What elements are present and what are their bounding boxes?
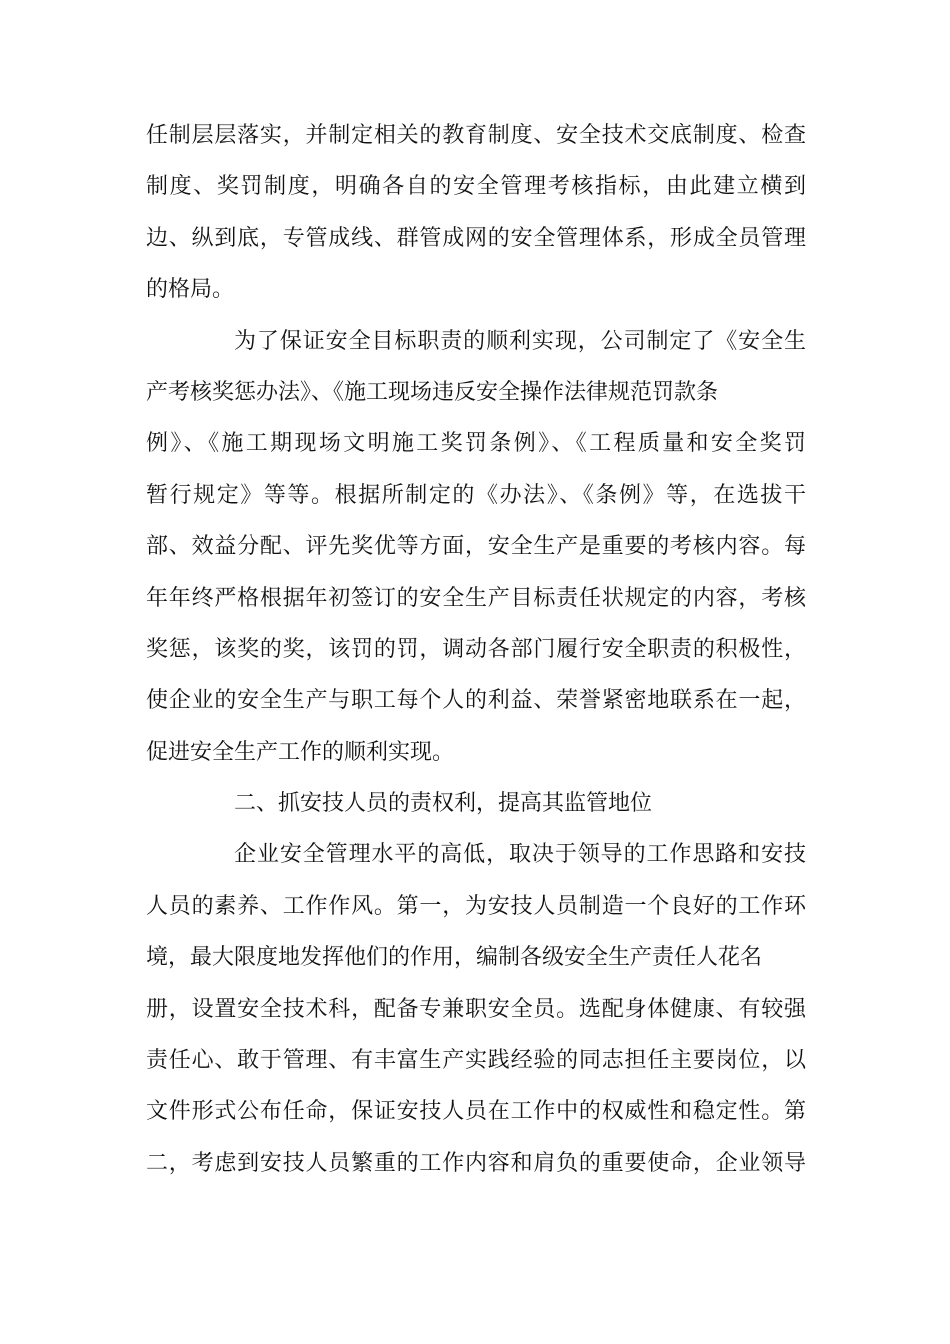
text-line: 部、效益分配、评先奖优等方面，安全生产是重要的考核内容。每 xyxy=(146,534,806,560)
text-line: 文件形式公布任命，保证安技人员在工作中的权威性和稳定性。第 xyxy=(146,1099,806,1125)
text-line: 责任心、敢于管理、有丰富生产实践经验的同志担任主要岗位，以 xyxy=(146,1048,806,1074)
body-text xyxy=(146,110,806,1189)
section-heading: 二、抓安技人员的责权利，提高其监管地位 xyxy=(234,791,653,817)
paragraph-first-line: 企业安全管理水平的高低，取决于领导的工作思路和安技 xyxy=(234,842,806,868)
text-line: 例》、《施工期现场文明施工奖罚条例》、《工程质量和安全奖罚 xyxy=(146,431,806,457)
text-line: 境，最大限度地发挥他们的作用，编制各级安全生产责任人花名 xyxy=(146,945,763,971)
text-line: 暂行规定》等等。根据所制定的《办法》、《条例》等，在选拔干 xyxy=(146,482,806,508)
text-line: 奖惩，该奖的奖，该罚的罚，调动各部门履行安全职责的积极性， xyxy=(146,636,806,662)
text-line: 人员的素养、工作作风。第一，为安技人员制造一个良好的工作环 xyxy=(146,893,806,919)
text-line: 使企业的安全生产与职工每个人的利益、荣誉紧密地联系在一起， xyxy=(146,688,806,714)
text-line: 促进安全生产工作的顺利实现。 xyxy=(146,739,455,765)
text-line: 二，考虑到安技人员繁重的工作内容和肩负的重要使命，企业领导 xyxy=(146,1150,806,1176)
text-line: 产考核奖惩办法》、《施工现场违反安全操作法律规范罚款条 xyxy=(146,379,719,405)
text-line: 册，设置安全技术科，配备专兼职安全员。选配身体健康、有较强 xyxy=(146,996,806,1022)
text-line: 制度、奖罚制度，明确各自的安全管理考核指标，由此建立横到 xyxy=(146,174,806,200)
paragraph-first-line: 为了保证安全目标职责的顺利实现，公司制定了《安全生 xyxy=(234,328,806,354)
text-line: 边、纵到底，专管成线、群管成网的安全管理体系，形成全员管理 xyxy=(146,225,806,251)
text-line: 的格局。 xyxy=(146,277,235,303)
text-line: 年年终严格根据年初签订的安全生产目标责任状规定的内容，考核 xyxy=(146,585,806,611)
text-line: 任制层层落实，并制定相关的教育制度、安全技术交底制度、检查 xyxy=(146,123,806,148)
